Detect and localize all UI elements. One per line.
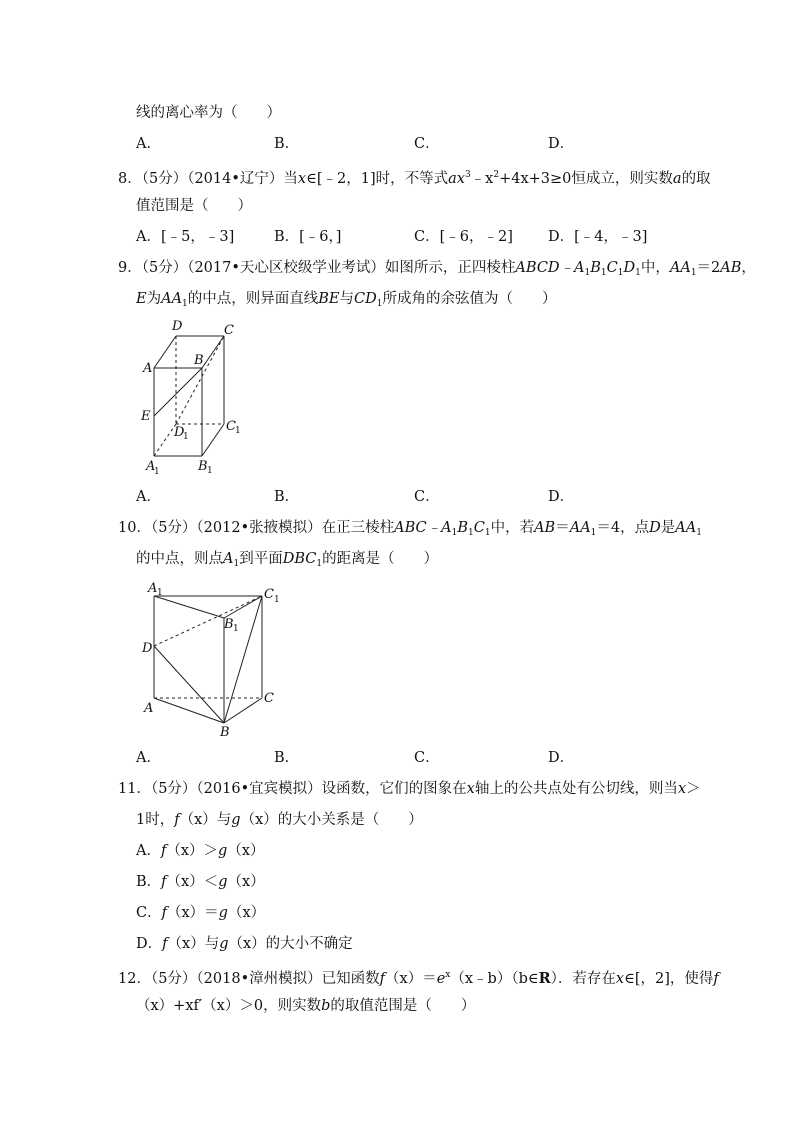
q11-text: 设函数，它们的图象在	[321, 781, 467, 797]
q10-text: ＝4，点	[596, 520, 650, 536]
q9-prism-edges	[154, 336, 224, 456]
q9-math: CD	[354, 291, 377, 307]
q9-label-b1-sub: 1	[207, 466, 213, 476]
q8-text: 的取	[681, 171, 711, 187]
q9-label-c1-sub: 1	[235, 426, 241, 436]
q7-continuation: 线的离心率为（ ）	[136, 105, 281, 121]
q10-label-c: C	[264, 691, 274, 706]
q9-option-c: C．	[414, 489, 440, 505]
q11-math: f	[161, 874, 167, 890]
q8-exp-3: 3	[464, 170, 471, 180]
q9-math: AA	[161, 291, 183, 307]
q9-math: B	[590, 260, 601, 276]
q10-math: D	[649, 520, 661, 536]
q9-text: 为	[146, 291, 162, 307]
q10-number: 10．	[118, 520, 151, 536]
q11-number: 11．	[118, 781, 151, 797]
q9-label-a: A	[143, 361, 153, 376]
q9-label-a1-sub: 1	[154, 467, 160, 477]
q10-text: 是	[660, 520, 676, 536]
q11-text: （x）与	[179, 812, 232, 828]
q9-label-c: C	[224, 323, 234, 338]
q11-text: 轴上的公共点处有公切线，则当	[474, 781, 678, 797]
q10-math: AA	[675, 520, 697, 536]
q10-text: 中，若	[490, 520, 535, 536]
q11-math: g	[218, 905, 228, 921]
q11-option-label: A．	[136, 843, 161, 859]
q9-math: ABCD﹣A	[515, 260, 585, 276]
q11-math: g	[218, 843, 228, 859]
q8-stem-line1	[118, 165, 711, 189]
q10-source: （5分）（2012•张掖模拟）	[150, 520, 322, 536]
q10-sub: 1	[468, 528, 474, 538]
q11-option-label: D．	[136, 936, 163, 952]
q10-stem-line1	[118, 518, 702, 543]
q8-var-x: x	[297, 171, 307, 187]
q10-math: AA	[569, 520, 591, 536]
q8-text: ∈[﹣2，1]时，不等式	[306, 171, 449, 187]
q12-text: ∈[，2]，使得	[624, 971, 714, 987]
q8-exp-2: 2	[493, 170, 500, 180]
q11-option-label: C．	[136, 905, 162, 921]
q11-text: ＞	[686, 781, 701, 797]
q8-source: （5分）（2014•辽宁）	[141, 171, 284, 187]
q9-number: 9．	[118, 260, 142, 276]
q12-text: 已知函数	[321, 971, 380, 987]
q8-stem-line2: 值范围是（ ）	[136, 198, 252, 214]
q8-option-d: D．[﹣4，﹣3]	[548, 229, 648, 245]
q11-text: （x）＜	[166, 874, 219, 890]
q9-option-d: D．	[548, 489, 575, 505]
q12-text: （x﹣b）（b∈	[450, 971, 539, 987]
q12-math: x	[615, 971, 625, 987]
q9-sub: 1	[635, 268, 641, 278]
q9-sub: 1	[376, 299, 383, 309]
q11-math: f	[160, 843, 167, 859]
q8-option-b: B．[﹣6，]	[274, 229, 342, 245]
q8-option-c: C．[﹣6，﹣2]	[414, 229, 513, 245]
q9-sub: 1	[617, 268, 624, 278]
q11-math: f	[161, 905, 167, 921]
q10-text: 到平面	[239, 551, 283, 567]
q10-sub: 1	[451, 528, 458, 538]
q10-math: AB	[534, 520, 556, 536]
q10-label-a1: A	[148, 581, 158, 596]
q10-stem-line2	[136, 549, 438, 574]
q10-option-d: D．	[548, 750, 575, 766]
q11-math: x	[466, 781, 475, 797]
q11-math: f	[162, 936, 168, 952]
q10-label-b: B	[220, 725, 230, 740]
q11-math: f	[174, 812, 180, 828]
q10-math: ABC﹣A	[394, 520, 452, 536]
q11-stem-line2	[136, 810, 423, 830]
q9-sub: 1	[182, 299, 188, 309]
q10-label-d: D	[142, 641, 153, 656]
q9-text: 所成角的余弦值为（ ）	[382, 291, 557, 307]
q11-text: （x）	[227, 843, 265, 859]
q8-option-a: A．[﹣5，﹣3]	[136, 229, 235, 245]
q11-text: （x）	[227, 905, 266, 921]
q11-text: （x）＝	[166, 905, 219, 921]
q9-math: AA	[669, 260, 691, 276]
q10-text: ＝	[555, 520, 570, 536]
q10-label-a1-sub: 1	[157, 588, 163, 598]
q10-option-a: A．	[136, 750, 161, 766]
q12-real-set: R	[538, 970, 551, 987]
q10-option-b: B．	[274, 750, 300, 766]
q10-prism-figure	[140, 578, 300, 738]
q9-math: AB	[720, 260, 742, 276]
q8-term-ax: ax	[448, 171, 465, 187]
q12-exp: x	[445, 970, 451, 980]
q9-prism-figure	[138, 316, 258, 476]
q9-text: 如图所示，正四棱柱	[384, 260, 516, 276]
q9-option-a: A．	[136, 489, 161, 505]
q10-label-b1: B	[224, 617, 234, 632]
q9-text: ＝2	[696, 260, 721, 276]
q10-sub: 1	[590, 528, 597, 538]
q9-stem-line2	[136, 289, 557, 314]
q11-option-a	[136, 841, 265, 861]
q10-math: B	[457, 520, 468, 536]
q12-stem-line2	[136, 996, 475, 1016]
q10-text: 在正三棱柱	[321, 520, 395, 536]
q9-stem-line1	[118, 258, 756, 283]
q8-text: 当	[283, 171, 298, 187]
q9-math: BE	[318, 291, 340, 307]
q8-var-a: a	[672, 171, 682, 187]
q12-text: （x）+xf′	[136, 998, 203, 1014]
q10-option-c: C．	[414, 750, 440, 766]
q7-option-c: C．	[414, 136, 440, 152]
q9-label-e: E	[141, 409, 151, 424]
q12-text: ）．若存在	[550, 971, 616, 987]
q9-label-b: B	[194, 353, 204, 368]
q9-text: 的中点，则异面直线	[187, 291, 319, 307]
q7-option-d: D．	[548, 136, 575, 152]
q12-text: （x）＝	[385, 971, 437, 987]
q10-prism-edges	[154, 596, 262, 723]
q10-label-c1: C	[264, 587, 274, 602]
q10-sub: 1	[316, 559, 323, 569]
q11-text: （x）的大小关系是（ ）	[240, 812, 423, 828]
q10-label-b1-sub: 1	[233, 624, 239, 634]
q11-text: （x）与	[167, 936, 220, 952]
q12-number: 12．	[118, 971, 151, 987]
q10-text: 的中点，则点	[136, 551, 223, 567]
q11-math: g	[219, 936, 229, 952]
q12-math: e	[436, 971, 446, 987]
q12-source: （5分）（2018•漳州模拟）	[150, 971, 322, 987]
q7-option-a: A．	[136, 136, 161, 152]
q10-sub: 1	[233, 559, 240, 569]
q11-text: （x）的大小不确定	[228, 936, 353, 952]
q11-text: （x）＞	[166, 843, 219, 859]
q11-option-c	[136, 903, 265, 923]
q9-text: 中，	[640, 260, 670, 276]
q9-text: ，	[741, 260, 756, 276]
q12-stem-line1	[118, 965, 719, 989]
q11-text: （x）	[227, 874, 265, 890]
q9-label-d1: D	[174, 425, 185, 440]
q9-math: E	[136, 291, 147, 307]
q11-option-b	[136, 872, 265, 892]
q9-label-b1: B	[198, 459, 208, 474]
q10-label-c1-sub: 1	[274, 595, 280, 605]
q9-option-b: B．	[274, 489, 300, 505]
q12-math: f	[713, 971, 719, 987]
q10-math: DBC	[282, 551, 317, 567]
q9-sub: 1	[600, 268, 607, 278]
q11-math: g	[218, 874, 228, 890]
q11-source: （5分）（2016•宜宾模拟）	[150, 781, 322, 797]
q9-text: 与	[339, 291, 355, 307]
q8-term: ﹣x	[470, 171, 494, 187]
q9-label-d: D	[172, 319, 183, 334]
q10-sub: 1	[696, 528, 702, 538]
q9-label-c1: C	[226, 419, 236, 434]
q11-math: g	[231, 812, 241, 828]
q9-source: （5分）（2017•天心区校级学业考试）	[141, 260, 385, 276]
q11-option-label: B．	[136, 874, 162, 890]
q9-label-a1: A	[146, 459, 156, 474]
q8-term: +4x+3≥0恒成立，则实数	[499, 171, 673, 187]
q11-stem-line1	[118, 779, 701, 799]
q9-sub: 1	[584, 268, 591, 278]
q9-math: C	[606, 260, 618, 276]
q12-math: f	[379, 971, 386, 987]
q12-text: 的取值范围是（ ）	[330, 998, 476, 1014]
q10-label-a: A	[144, 701, 154, 716]
q10-text: 的距离是（ ）	[322, 551, 439, 567]
q12-text: （x）＞0，则实数	[202, 998, 322, 1014]
q9-label-d1-sub: 1	[183, 432, 189, 442]
q11-option-d	[136, 934, 353, 954]
q9-math: D	[623, 260, 636, 276]
q12-math: b	[321, 998, 331, 1014]
q7-option-b: B．	[274, 136, 300, 152]
q9-sub: 1	[690, 268, 697, 278]
q10-sub: 1	[484, 528, 491, 538]
q8-number: 8．	[118, 171, 142, 187]
q11-text: 1时，	[136, 812, 175, 828]
q11-math: x	[677, 781, 687, 797]
q10-math: A	[223, 551, 234, 567]
q10-math: C	[473, 520, 485, 536]
